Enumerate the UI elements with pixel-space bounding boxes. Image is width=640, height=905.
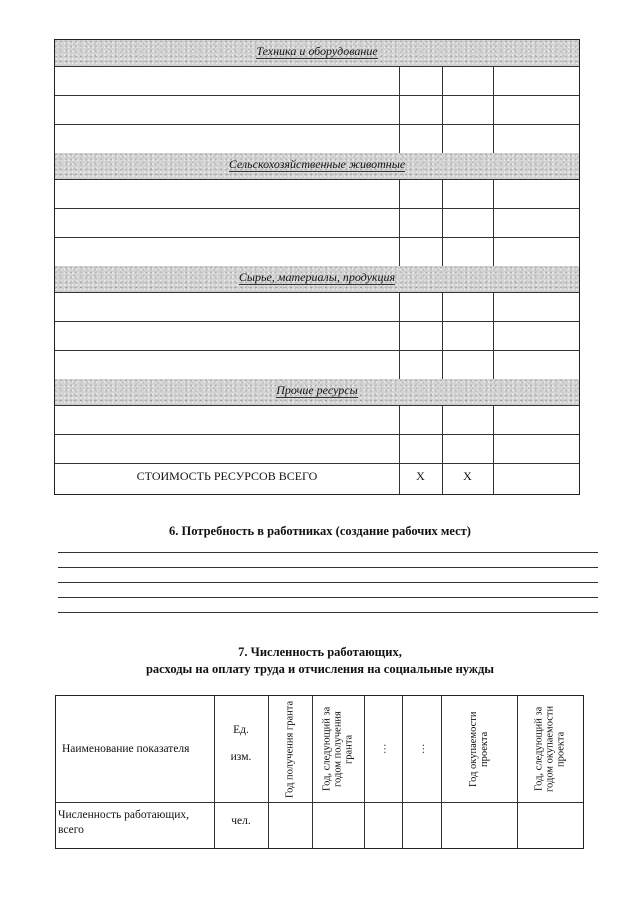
table-row [55,179,579,209]
fill-in-line [58,597,598,598]
table-row [55,95,579,125]
table-row [55,434,579,464]
section-header-label: Техника и оборудование [256,44,378,58]
header-name: Наименование показателя [62,743,190,755]
total-row [55,463,579,494]
table-row [55,292,579,322]
table-row [55,321,579,351]
section-header-equipment [55,40,579,67]
header-year-after-grant: Год, следующий за годом получения гранта [321,706,355,792]
row-name: Численность работающих, всего [58,809,189,836]
staff-table [55,695,584,849]
header-dots: … [377,743,389,755]
header-year-grant: Год получения гранта [284,700,296,798]
section-header-animals [55,153,579,180]
table-row [55,350,579,380]
header-year-payback: Год окупаемости проекта [468,711,490,787]
header-year-after-payback: Год, следующий за годом окупаемости проекта [533,705,567,793]
table-row [55,208,579,238]
total-x-mark: Х [463,469,472,483]
section7-title-line1: 7. Численность работающих, [238,645,402,659]
resources-table [54,39,580,495]
fill-in-line [58,582,598,583]
section-header-label: Сельскохозяйственные животные [228,157,406,171]
fill-in-line [58,552,598,553]
fill-in-line [58,567,598,568]
section-header-other [55,379,579,406]
row-unit: чел. [231,815,251,827]
section7-title-line2: расходы на оплату труда и отчисления на социальные нужды [145,662,495,676]
section-header-label: Сырье, материалы, продукция [238,270,396,284]
section6-title: 6. Потребность в работниках (создание рабочих мест) [169,524,471,538]
header-dots: … [416,743,427,755]
section-header-materials [55,266,579,293]
table-row [55,66,579,96]
table-row [55,405,579,435]
table-row [55,124,579,154]
fill-in-line [58,612,598,613]
header-unit: Ед. изм. [230,724,252,763]
table-row [55,237,579,267]
total-label: СТОИМОСТЬ РЕСУРСОВ ВСЕГО [136,469,318,483]
section-header-label: Прочие ресурсы [276,383,358,397]
total-x-mark: Х [416,469,425,483]
